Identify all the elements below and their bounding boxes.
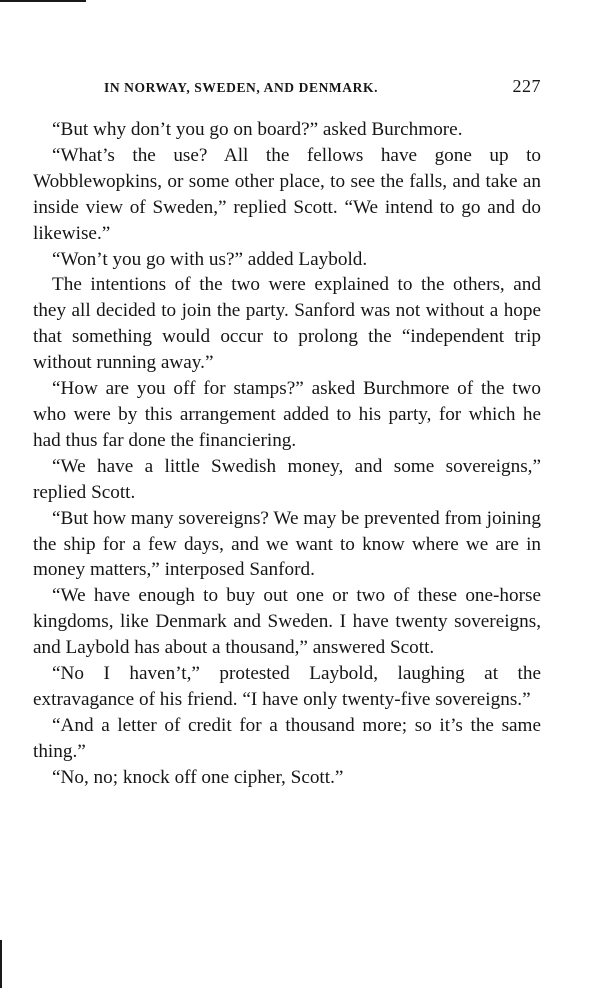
paragraph: “We have a little Swedish money, and some sovereigns,” replied Scott. [33,455,541,503]
paragraph: “No, no; knock off one cipher, Scott.” [52,766,344,788]
paragraph: “Won’t you go with us?” added Laybold. [52,248,368,270]
page-number: 227 [512,76,541,96]
paragraph: “But why don’t you go on board?” asked Burchmore. [52,119,463,140]
paragraph: “No I haven’t,” protested Laybold, laughing at the extravagance of his friend. “I have only twenty-five sovereigns.” [33,663,541,710]
running-header-title: IN NORWAY, SWEDEN, AND DENMARK. [104,80,379,95]
body-text [33,117,541,791]
top-border-rule [0,0,86,2]
paragraph: “And a letter of credit for a thousand more; so it’s the same thing.” [33,714,541,762]
paragraph: “What’s the use? All the fellows have gone up to Wobblewopkins, or some other place, to see the falls, and take an inside view of Sweden,” replied Scott. “We intend to go and do likewise.” [33,144,541,244]
paragraph: The intentions of the two were explained to the others, and they all decided to join the party. Sanford was not without a hope that something would occur to prolong the “independent trip without running away.” [33,274,541,374]
left-border-rule [0,940,2,988]
paragraph: “But how many sovereigns? We may be prevented from joining the ship for a few days, and we want to know where we are in money matters,” interposed Sanford. [33,507,541,581]
running-header [104,78,541,100]
paragraph: “How are you off for stamps?” asked Burchmore of the two who were by this arrangement added to his party, for which he had thus far done the financiering. [33,378,541,451]
paragraph: “We have enough to buy out one or two of these one-horse kingdoms, like Denmark and Sweden. I have twenty sovereigns, and Laybold has about a thousand,” answered Scott. [33,585,541,659]
